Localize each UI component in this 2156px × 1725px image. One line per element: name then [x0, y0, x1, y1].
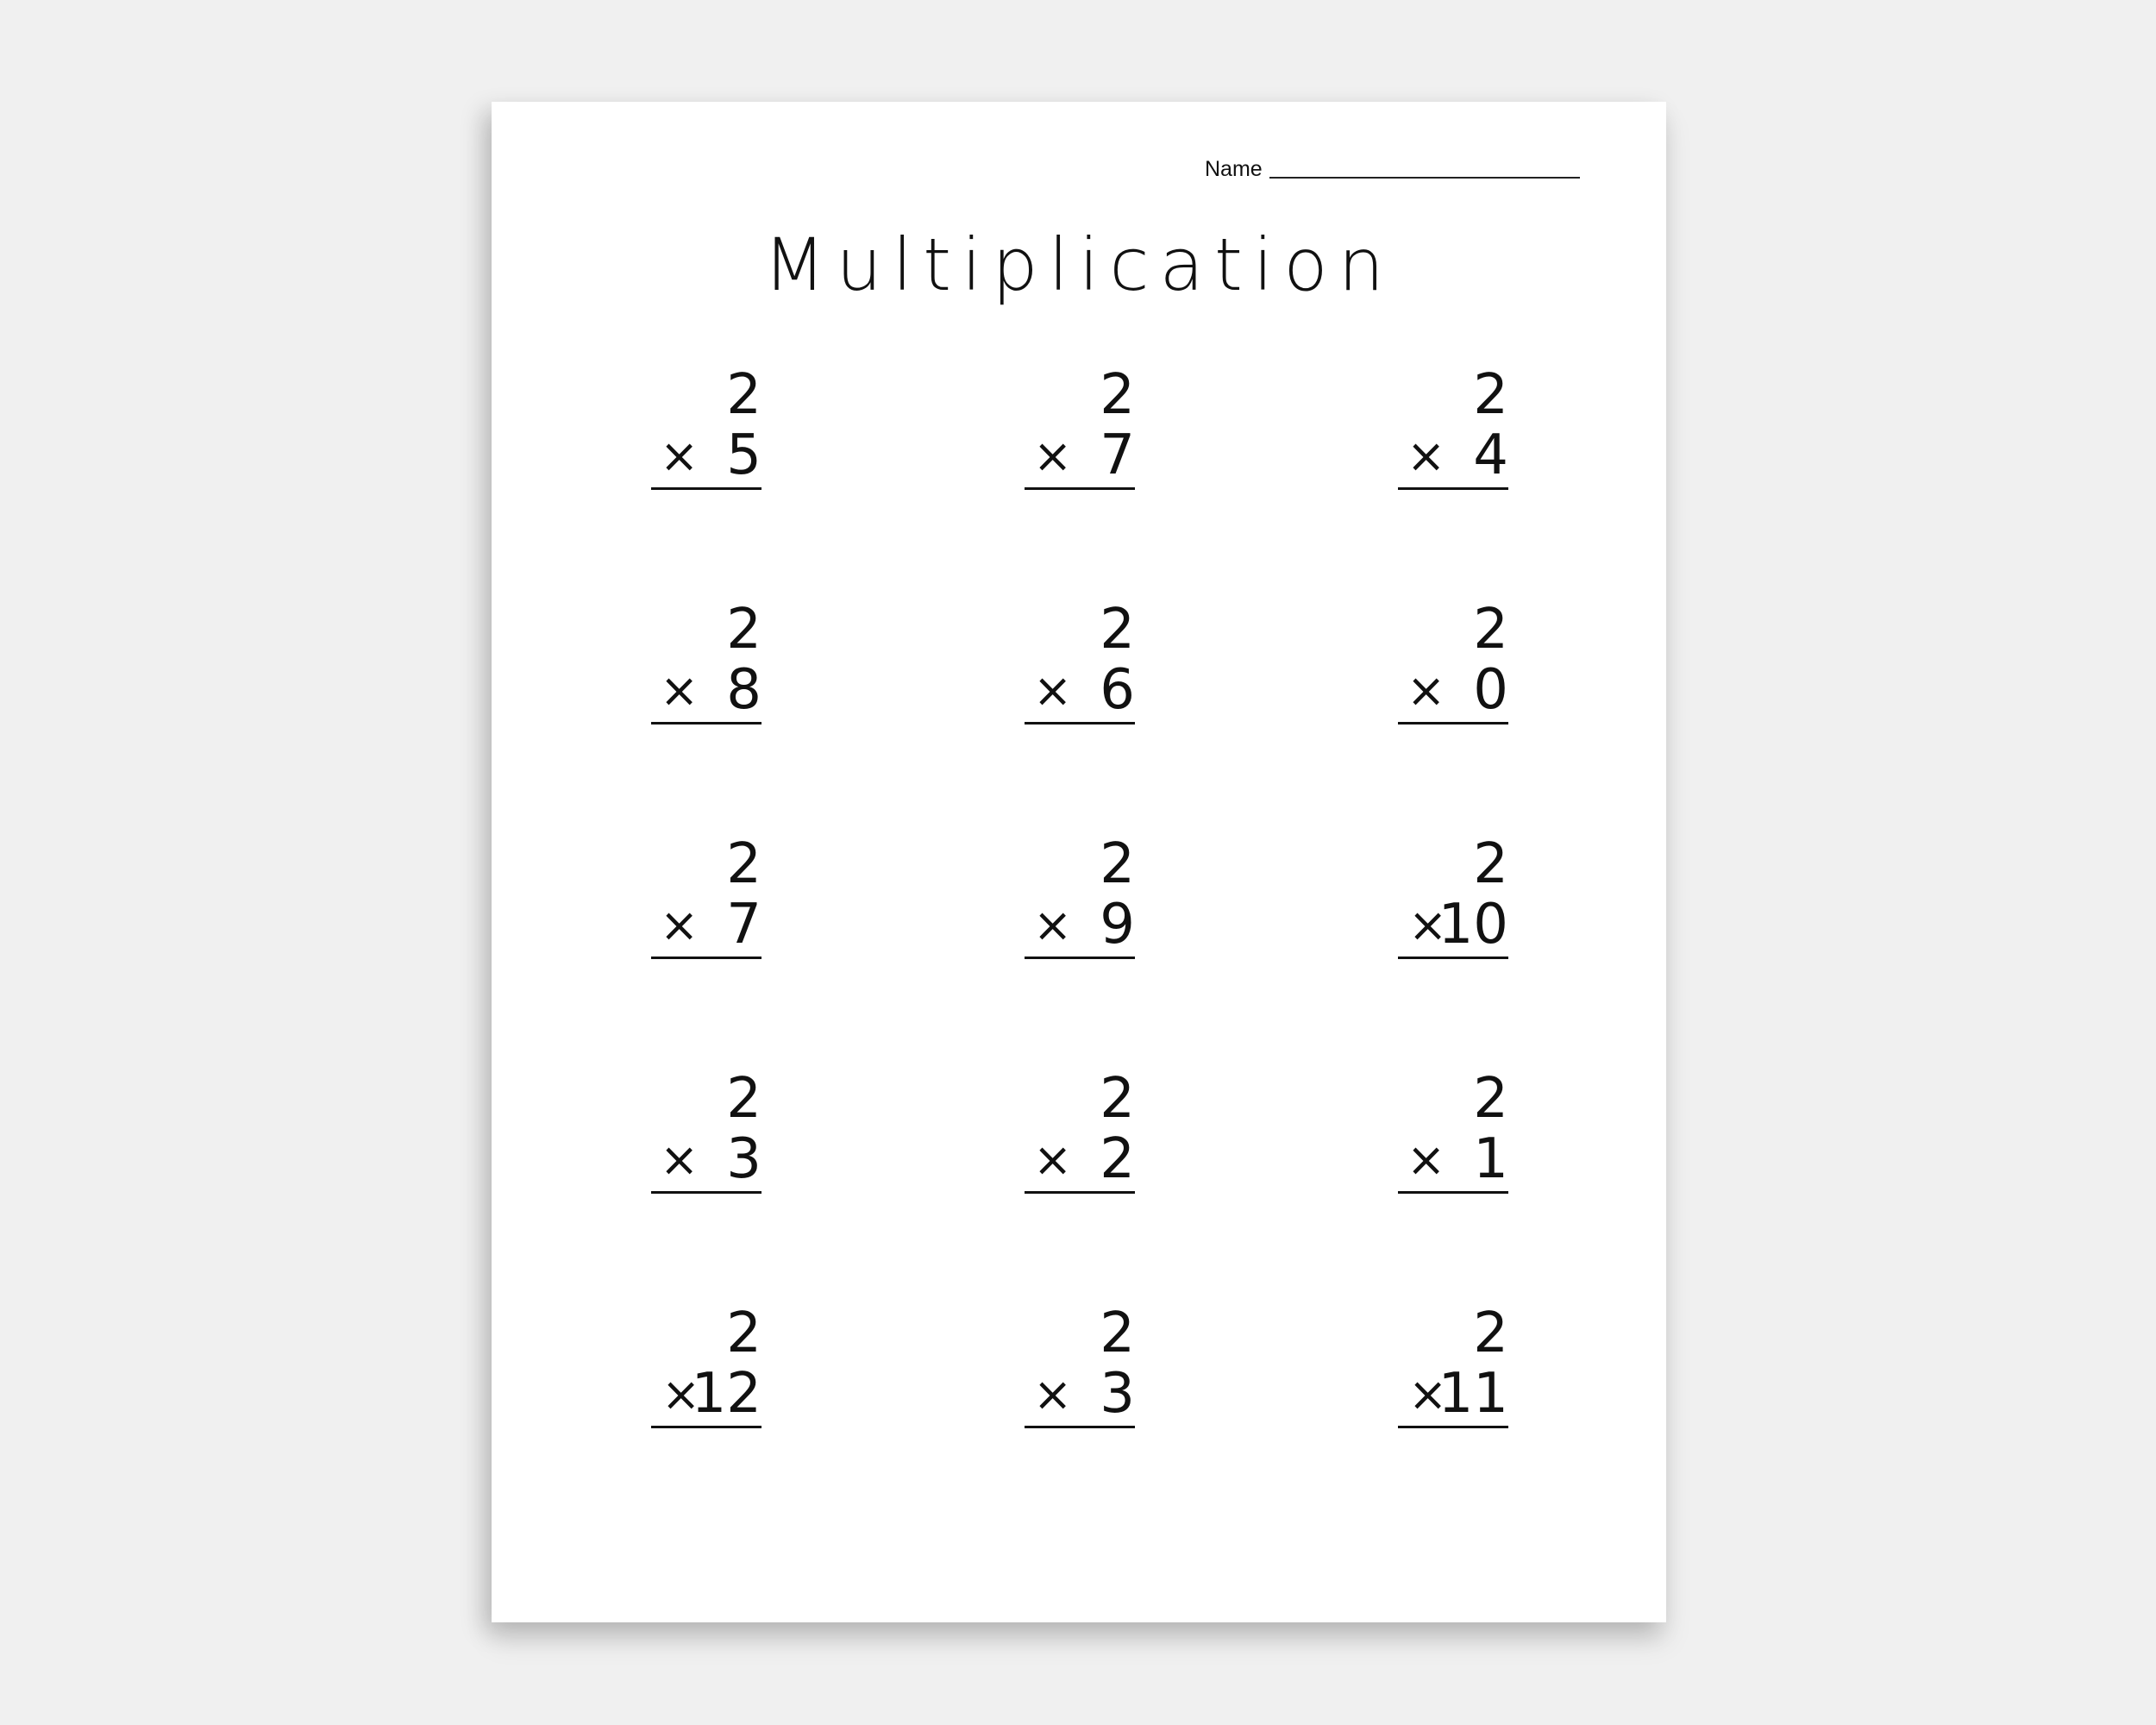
times-sign: ×: [660, 663, 699, 718]
times-sign: ×: [1033, 429, 1073, 483]
problem-top-number: 2: [1473, 1302, 1508, 1365]
problem-top-number: 2: [726, 598, 761, 662]
times-sign: ×: [660, 429, 699, 483]
multiplication-problem: [1398, 599, 1508, 724]
problem-bottom-row: [651, 894, 761, 959]
problem-bottom-row: [1398, 425, 1508, 490]
times-sign: ×: [1033, 1367, 1073, 1421]
problem-bottom-row: [1398, 1129, 1508, 1194]
multiplication-problem: [1025, 834, 1135, 958]
times-sign: ×: [1407, 1132, 1446, 1187]
problem-top-number: 2: [1473, 598, 1508, 662]
problem-top-number: 2: [1100, 598, 1135, 662]
times-sign: ×: [660, 1132, 699, 1187]
problem-bottom-row: [651, 660, 761, 724]
problem-top-number: 2: [1100, 832, 1135, 896]
problem-bottom-row: [1025, 425, 1135, 490]
problem-bottom-number: 4: [1473, 423, 1508, 487]
problem-bottom-number: 2: [1100, 1127, 1135, 1191]
multiplication-problem: [1025, 1069, 1135, 1193]
problem-bottom-number: 7: [726, 893, 761, 957]
problem-bottom-row: [1025, 660, 1135, 724]
problem-top-number: 2: [1100, 1302, 1135, 1365]
problem-bottom-number: 3: [726, 1127, 761, 1191]
problem-bottom-number: 8: [726, 658, 761, 722]
multiplication-problem: [651, 365, 761, 489]
problem-bottom-number: 6: [1100, 658, 1135, 722]
problem-bottom-row: [651, 1129, 761, 1194]
times-sign: ×: [1407, 663, 1446, 718]
problem-top-number: 2: [726, 1302, 761, 1365]
multiplication-problem: [1025, 599, 1135, 724]
problem-bottom-number: 7: [1100, 423, 1135, 487]
problem-bottom-number: 9: [1100, 893, 1135, 957]
name-field: [1205, 159, 1580, 180]
problem-top-number: 2: [1473, 363, 1508, 427]
problem-bottom-row: [1025, 1364, 1135, 1428]
times-sign: ×: [1033, 663, 1073, 718]
problem-top-number: 2: [1473, 1067, 1508, 1131]
problem-bottom-number: 10: [1438, 893, 1508, 957]
problem-top-number: 2: [1100, 1067, 1135, 1131]
multiplication-problem: [651, 1303, 761, 1427]
name-label: Name: [1205, 157, 1263, 181]
multiplication-problem: [1398, 1069, 1508, 1193]
times-sign: ×: [1408, 1367, 1448, 1421]
problem-top-number: 2: [726, 363, 761, 427]
problem-bottom-number: 0: [1473, 658, 1508, 722]
problem-grid: [651, 365, 1514, 1427]
problem-top-number: 2: [1473, 832, 1508, 896]
multiplication-problem: [651, 1069, 761, 1193]
times-sign: ×: [1408, 898, 1448, 952]
problem-bottom-row: [651, 425, 761, 490]
times-sign: ×: [661, 1367, 701, 1421]
problem-bottom-row: [1398, 894, 1508, 959]
multiplication-problem: [651, 599, 761, 724]
times-sign: ×: [1033, 898, 1073, 952]
multiplication-problem: [1398, 1303, 1508, 1427]
multiplication-problem: [651, 834, 761, 958]
problem-bottom-row: [1398, 1364, 1508, 1428]
times-sign: ×: [1407, 429, 1446, 483]
worksheet-page: [492, 102, 1666, 1622]
problem-bottom-number: 12: [691, 1362, 761, 1426]
problem-bottom-number: 3: [1100, 1362, 1135, 1426]
multiplication-problem: [1025, 1303, 1135, 1427]
problem-bottom-row: [1398, 660, 1508, 724]
problem-bottom-number: 1: [1473, 1127, 1508, 1191]
worksheet-title: Multiplication: [763, 223, 1395, 307]
multiplication-problem: [1398, 365, 1508, 489]
problem-bottom-number: 5: [726, 423, 761, 487]
name-blank-line: [1269, 177, 1580, 179]
problem-bottom-row: [651, 1364, 761, 1428]
problem-top-number: 2: [726, 832, 761, 896]
problem-top-number: 2: [1100, 363, 1135, 427]
problem-bottom-row: [1025, 894, 1135, 959]
multiplication-problem: [1398, 834, 1508, 958]
times-sign: ×: [660, 898, 699, 952]
multiplication-problem: [1025, 365, 1135, 489]
problem-bottom-row: [1025, 1129, 1135, 1194]
problem-bottom-number: 11: [1438, 1362, 1508, 1426]
times-sign: ×: [1033, 1132, 1073, 1187]
problem-top-number: 2: [726, 1067, 761, 1131]
